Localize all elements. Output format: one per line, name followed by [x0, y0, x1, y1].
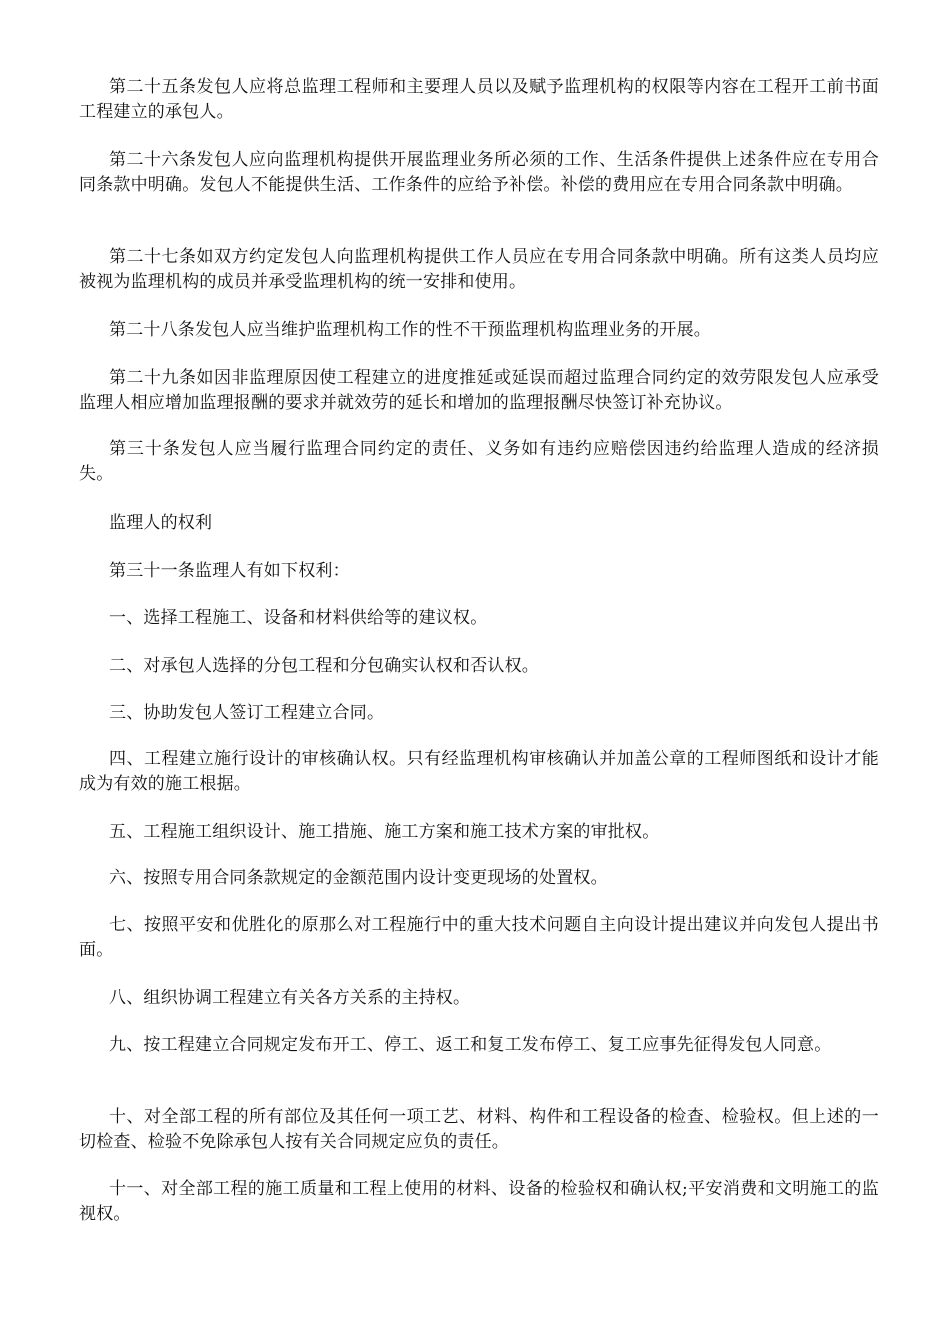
list-item-right-1: 一、选择工程施工、设备和材料供给等的建议权。: [109, 608, 488, 628]
paragraph-article-25: 第二十五条发包人应将总监理工程师和主要理人员以及赋予监理机构的权限等内容在工程开工前书面工程建立的承包人。: [79, 77, 879, 122]
paragraph-article-28: 第二十八条发包人应当维护监理机构工作的性不干预监理机构监理业务的开展。: [109, 320, 711, 340]
paragraph-article-30: 第三十条发包人应当履行监理合同约定的责任、义务如有违约应赔偿因违约给监理人造成的经济损失。: [79, 439, 879, 484]
section-heading-supervisor-rights: 监理人的权利: [109, 513, 213, 533]
list-item-right-4: 四、工程建立施行设计的审核确认权。只有经监理机构审核确认并加盖公章的工程师图纸和设计才能成为有效的施工根据。: [79, 749, 879, 794]
paragraph-article-27: 第二十七条如双方约定发包人向监理机构提供工作人员应在专用合同条款中明确。所有这类人员均应被视为监理机构的成员并承受监理机构的统一安排和使用。: [79, 247, 879, 292]
paragraph-article-29: 第二十九条如因非监理原因使工程建立的进度推延或延误而超过监理合同约定的效劳限发包人应承受监理人相应增加监理报酬的要求并就效劳的延长和增加的监理报酬尽快签订补充协议。: [79, 368, 879, 413]
list-item-right-6: 六、按照专用合同条款规定的金额范围内设计变更现场的处置权。: [109, 868, 608, 888]
list-item-right-2: 二、对承包人选择的分包工程和分包确实认权和否认权。: [109, 656, 539, 676]
list-item-right-5: 五、工程施工组织设计、施工措施、施工方案和施工技术方案的审批权。: [109, 822, 660, 842]
list-item-right-11: 十一、对全部工程的施工质量和工程上使用的材料、设备的检验权和确认权;平安消费和文明施工的监视权。: [79, 1179, 879, 1224]
paragraph-article-26: 第二十六条发包人应向监理机构提供开展监理业务所必须的工作、生活条件提供上述条件应在专用合同条款中明确。发包人不能提供生活、工作条件的应给予补偿。补偿的费用应在专用合同条款中明确。: [79, 150, 879, 195]
list-item-right-10: 十、对全部工程的所有部位及其任何一项工艺、材料、构件和工程设备的检查、检验权。但上述的一切检查、检验不免除承包人按有关合同规定应负的责任。: [79, 1107, 879, 1152]
list-item-right-8: 八、组织协调工程建立有关各方关系的主持权。: [109, 988, 471, 1008]
list-item-right-9: 九、按工程建立合同规定发布开工、停工、返工和复工发布停工、复工应事先征得发包人同意。: [109, 1035, 832, 1055]
list-item-right-7: 七、按照平安和优胜化的原那么对工程施行中的重大技术问题自主向设计提出建议并向发包人提出书面。: [79, 915, 879, 960]
paragraph-article-31: 第三十一条监理人有如下权利：: [109, 561, 350, 581]
list-item-right-3: 三、协助发包人签订工程建立合同。: [109, 703, 385, 723]
